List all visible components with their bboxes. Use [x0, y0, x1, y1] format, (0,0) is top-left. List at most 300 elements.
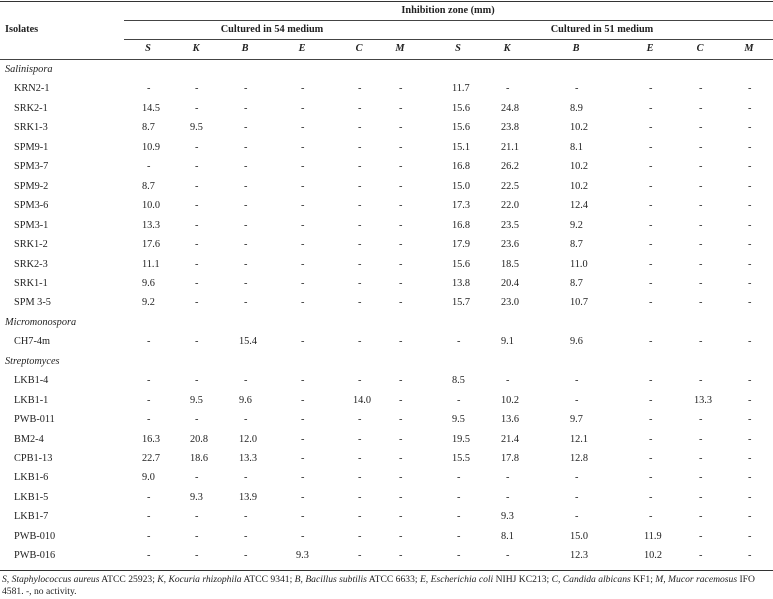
- isolate-name: SRK1-2: [14, 239, 48, 251]
- subheader-54-c: C: [355, 43, 363, 54]
- value-cell-51-e: -: [649, 414, 653, 426]
- value-cell-51-e: -: [649, 83, 653, 95]
- value-cell-51-c: -: [699, 141, 703, 153]
- value-cell-54-m: -: [399, 141, 403, 153]
- value-cell-54-b: -: [244, 83, 248, 95]
- value-cell-51-b: 9.6: [570, 336, 583, 348]
- value-cell-51-k: 22.0: [501, 200, 520, 212]
- value-cell-54-e: 9.3: [296, 550, 309, 562]
- value-cell-54-e: -: [301, 258, 305, 270]
- value-cell-54-c: -: [358, 414, 362, 426]
- value-cell-54-s: -: [147, 530, 151, 542]
- value-cell-54-b: -: [244, 180, 248, 192]
- value-cell-54-m: -: [399, 297, 403, 309]
- subheader-51-m: M: [744, 43, 754, 54]
- value-cell-54-b: -: [244, 258, 248, 270]
- value-cell-51-k: 8.1: [501, 530, 514, 542]
- isolate-name: PWB-011: [14, 414, 55, 426]
- value-cell-51-b: 9.2: [570, 219, 583, 231]
- value-cell-51-b: 15.0: [570, 530, 589, 542]
- value-cell-51-s: 8.5: [452, 375, 465, 387]
- value-cell-54-s: 10.9: [142, 141, 161, 153]
- value-cell-51-m: -: [748, 530, 752, 542]
- value-cell-54-m: -: [399, 239, 403, 251]
- value-cell-54-c: -: [358, 491, 362, 503]
- value-cell-54-e: -: [301, 239, 305, 251]
- value-cell-51-k: -: [506, 375, 510, 387]
- value-cell-51-c: -: [699, 122, 703, 134]
- value-cell-54-s: 9.6: [142, 277, 155, 289]
- value-cell-54-e: -: [301, 530, 305, 542]
- value-cell-54-k: -: [195, 336, 199, 348]
- value-cell-54-s: 13.3: [142, 219, 161, 231]
- value-cell-54-c: -: [358, 375, 362, 387]
- value-cell-54-e: -: [301, 161, 305, 173]
- isolate-name: SRK2-1: [14, 102, 48, 114]
- value-cell-51-c: -: [699, 433, 703, 445]
- medium-54-header: Cultured in 54 medium: [220, 24, 324, 35]
- subheader-51-k: K: [503, 43, 511, 54]
- top-rule: [0, 1, 773, 2]
- value-cell-51-e: -: [649, 336, 653, 348]
- value-cell-51-b: 8.9: [570, 102, 583, 114]
- value-cell-54-b: 12.0: [239, 433, 258, 445]
- value-cell-51-c: -: [699, 453, 703, 464]
- value-cell-54-k: -: [195, 161, 199, 173]
- value-cell-51-s: -: [457, 472, 461, 484]
- value-cell-54-b: -: [244, 239, 248, 251]
- value-cell-54-k: -: [195, 200, 199, 212]
- value-cell-51-k: 20.4: [501, 277, 520, 289]
- value-cell-51-m: -: [748, 219, 752, 231]
- isolate-name: PWB-016: [14, 550, 56, 562]
- value-cell-54-m: -: [399, 180, 403, 192]
- value-cell-51-s: 16.8: [452, 219, 471, 231]
- value-cell-54-m: -: [399, 375, 403, 387]
- value-cell-54-e: -: [301, 394, 305, 406]
- value-cell-54-c: -: [358, 122, 362, 134]
- value-cell-51-b: 11.0: [570, 258, 588, 270]
- isolate-name: LKB1-1: [14, 394, 49, 406]
- value-cell-51-c: -: [699, 297, 703, 309]
- value-cell-51-e: -: [649, 511, 653, 523]
- value-cell-51-e: -: [649, 394, 653, 406]
- value-cell-51-s: 17.3: [452, 200, 471, 212]
- header-rule-1: [124, 20, 773, 21]
- subheader-51-e: E: [646, 43, 654, 54]
- value-cell-54-e: -: [301, 336, 305, 348]
- value-cell-54-s: 9.0: [142, 472, 155, 484]
- isolate-name: SRK2-3: [14, 258, 48, 270]
- subheader-54-k: K: [192, 43, 200, 54]
- value-cell-51-e: 10.2: [644, 550, 663, 562]
- value-cell-51-k: 26.2: [501, 161, 520, 173]
- value-cell-51-m: -: [748, 375, 752, 387]
- isolate-name: SPM9-2: [14, 180, 49, 192]
- value-cell-51-e: -: [649, 277, 653, 289]
- value-cell-54-k: 9.5: [190, 394, 203, 406]
- value-cell-51-c: -: [699, 414, 703, 426]
- value-cell-51-s: 15.7: [452, 297, 471, 309]
- value-cell-51-e: -: [649, 375, 653, 387]
- value-cell-51-s: 15.6: [452, 258, 471, 270]
- value-cell-51-m: -: [748, 200, 752, 212]
- genus-label: Salinispora: [5, 64, 53, 75]
- value-cell-54-k: -: [195, 258, 199, 270]
- value-cell-54-e: -: [301, 453, 305, 464]
- value-cell-54-c: -: [358, 550, 362, 562]
- value-cell-54-b: 9.6: [239, 394, 252, 406]
- footnote-segment: E, Escherichia coli: [419, 574, 494, 585]
- isolate-name: LKB1-5: [14, 491, 49, 503]
- value-cell-51-k: -: [506, 491, 510, 503]
- value-cell-54-s: 17.6: [142, 239, 161, 251]
- value-cell-54-m: -: [399, 453, 403, 464]
- value-cell-54-b: -: [244, 141, 248, 153]
- value-cell-51-k: 23.8: [501, 122, 520, 134]
- value-cell-54-k: -: [195, 180, 199, 192]
- value-cell-54-k: -: [195, 219, 199, 231]
- subheader-54-e: E: [298, 43, 306, 54]
- value-cell-54-b: -: [244, 414, 248, 426]
- value-cell-54-b: -: [244, 122, 248, 134]
- value-cell-54-s: 8.7: [142, 180, 155, 192]
- value-cell-51-b: -: [575, 375, 579, 387]
- footnote-segment: IFO 4581. -, no activity.: [2, 574, 755, 597]
- value-cell-54-m: -: [399, 472, 403, 484]
- value-cell-51-k: 9.1: [501, 336, 514, 348]
- isolate-name: LKB1-4: [14, 375, 49, 387]
- value-cell-51-e: -: [649, 239, 653, 251]
- value-cell-51-e: -: [649, 200, 653, 212]
- value-cell-51-s: -: [457, 550, 461, 562]
- footnote-segment: B, Bacillus subtilis: [294, 574, 367, 585]
- value-cell-51-m: -: [748, 83, 752, 95]
- value-cell-51-e: -: [649, 258, 653, 270]
- value-cell-54-b: 13.3: [239, 453, 258, 464]
- value-cell-54-c: -: [358, 336, 362, 348]
- value-cell-51-m: -: [748, 453, 752, 464]
- value-cell-54-e: -: [301, 219, 305, 231]
- isolates-header: Isolates: [5, 24, 39, 35]
- value-cell-51-c: -: [699, 219, 703, 231]
- value-cell-51-b: 10.7: [570, 297, 589, 309]
- value-cell-51-e: -: [649, 433, 653, 445]
- value-cell-51-s: 15.0: [452, 180, 471, 192]
- value-cell-51-b: -: [575, 83, 579, 95]
- value-cell-51-c: -: [699, 180, 703, 192]
- value-cell-54-b: 15.4: [239, 336, 258, 348]
- value-cell-54-m: -: [399, 433, 403, 445]
- value-cell-54-e: -: [301, 200, 305, 212]
- value-cell-51-m: -: [748, 336, 752, 348]
- value-cell-54-b: -: [244, 375, 248, 387]
- value-cell-51-b: 8.7: [570, 277, 583, 289]
- value-cell-54-b: -: [244, 472, 248, 484]
- isolate-name: SRK1-3: [14, 122, 48, 134]
- value-cell-54-k: 9.5: [190, 122, 203, 134]
- value-cell-54-c: -: [358, 297, 362, 309]
- value-cell-51-c: -: [699, 550, 703, 562]
- value-cell-54-b: -: [244, 200, 248, 212]
- value-cell-54-b: -: [244, 297, 248, 309]
- value-cell-51-b: 12.4: [570, 200, 589, 212]
- value-cell-54-b: -: [244, 530, 248, 542]
- value-cell-54-k: -: [195, 375, 199, 387]
- value-cell-51-e: -: [649, 453, 653, 464]
- value-cell-54-m: -: [399, 83, 403, 95]
- value-cell-54-b: -: [244, 161, 248, 173]
- value-cell-54-k: -: [195, 83, 199, 95]
- value-cell-54-c: -: [358, 277, 362, 289]
- genus-label: Micromonospora: [5, 316, 77, 328]
- value-cell-54-e: -: [301, 277, 305, 289]
- value-cell-51-k: 9.3: [501, 511, 514, 523]
- value-cell-51-s: 15.5: [452, 453, 471, 464]
- value-cell-51-s: 17.9: [452, 239, 471, 251]
- value-cell-54-c: 14.0: [353, 394, 372, 406]
- value-cell-54-c: -: [358, 200, 362, 212]
- value-cell-54-s: 10.0: [142, 200, 161, 212]
- value-cell-54-c: -: [358, 219, 362, 231]
- value-cell-54-s: 14.5: [142, 102, 161, 114]
- value-cell-51-k: 10.2: [501, 394, 520, 406]
- value-cell-54-m: -: [399, 414, 403, 426]
- value-cell-54-c: -: [358, 83, 362, 95]
- value-cell-54-e: -: [301, 83, 305, 95]
- value-cell-51-b: -: [575, 511, 579, 523]
- value-cell-51-k: 22.5: [501, 180, 520, 192]
- value-cell-54-b: -: [244, 511, 248, 523]
- value-cell-51-e: -: [649, 472, 653, 484]
- value-cell-51-k: -: [506, 472, 510, 484]
- value-cell-51-b: -: [575, 394, 579, 406]
- value-cell-54-e: -: [301, 141, 305, 153]
- subheader-54-m: M: [395, 43, 405, 54]
- value-cell-51-b: 8.7: [570, 239, 583, 251]
- footnote-segment: K, Kocuria rhizophila: [157, 574, 242, 585]
- footnote-segment: ATCC 6633;: [366, 574, 420, 585]
- value-cell-51-b: -: [575, 491, 579, 503]
- value-cell-54-k: -: [195, 239, 199, 251]
- value-cell-54-k: -: [195, 277, 199, 289]
- value-cell-54-k: -: [195, 472, 199, 484]
- bottom-rule: [0, 570, 773, 571]
- value-cell-54-m: -: [399, 511, 403, 523]
- value-cell-51-m: -: [748, 297, 752, 309]
- value-cell-54-m: -: [399, 491, 403, 503]
- value-cell-51-s: -: [457, 336, 461, 348]
- value-cell-51-m: -: [748, 394, 752, 406]
- value-cell-54-b: -: [244, 102, 248, 114]
- value-cell-54-s: 9.2: [142, 297, 155, 309]
- isolate-name: SPM3-6: [14, 200, 49, 212]
- value-cell-51-k: 18.5: [501, 258, 520, 270]
- value-cell-54-k: 9.3: [190, 491, 203, 503]
- value-cell-54-k: 18.6: [190, 453, 209, 464]
- value-cell-54-k: -: [195, 414, 199, 426]
- value-cell-51-k: -: [506, 550, 510, 562]
- value-cell-54-s: 16.3: [142, 433, 161, 445]
- value-cell-51-s: 16.8: [452, 161, 471, 173]
- value-cell-51-k: 23.5: [501, 219, 520, 231]
- value-cell-54-e: -: [301, 375, 305, 387]
- inhibition-zone-header: Inhibition zone (mm): [401, 5, 495, 16]
- value-cell-51-k: -: [506, 83, 510, 95]
- value-cell-54-m: -: [399, 530, 403, 542]
- value-cell-51-c: -: [699, 200, 703, 212]
- value-cell-51-e: -: [649, 102, 653, 114]
- isolate-name: SPM3-1: [14, 219, 49, 231]
- value-cell-51-s: -: [457, 530, 461, 542]
- footnote-segment: NIHJ KC213;: [493, 574, 552, 585]
- value-cell-51-c: -: [699, 239, 703, 251]
- isolate-name: CH7-4m: [14, 336, 51, 348]
- value-cell-54-m: -: [399, 102, 403, 114]
- subheader-51-c: C: [696, 43, 704, 54]
- isolate-name: LKB1-6: [14, 472, 49, 484]
- isolate-name: LKB1-7: [14, 511, 49, 523]
- value-cell-51-b: -: [575, 472, 579, 484]
- value-cell-54-s: -: [147, 511, 151, 523]
- footnote-segment: KF1;: [630, 574, 656, 585]
- value-cell-54-s: -: [147, 550, 151, 562]
- value-cell-51-s: -: [457, 491, 461, 503]
- value-cell-51-c: -: [699, 472, 703, 484]
- value-cell-54-k: -: [195, 511, 199, 523]
- value-cell-51-m: -: [748, 239, 752, 251]
- value-cell-51-m: -: [748, 180, 752, 192]
- value-cell-51-m: -: [748, 433, 752, 445]
- subheader-51-s: S: [455, 43, 461, 54]
- value-cell-51-c: -: [699, 277, 703, 289]
- value-cell-54-k: 20.8: [190, 433, 209, 445]
- value-cell-54-m: -: [399, 122, 403, 134]
- value-cell-54-s: 22.7: [142, 453, 161, 464]
- value-cell-51-s: 19.5: [452, 433, 471, 445]
- value-cell-54-b: 13.9: [239, 491, 258, 503]
- value-cell-54-e: -: [301, 297, 305, 309]
- value-cell-54-s: -: [147, 83, 151, 95]
- value-cell-51-k: 13.6: [501, 414, 520, 426]
- value-cell-51-e: 11.9: [644, 530, 662, 542]
- value-cell-51-s: 15.1: [452, 141, 471, 153]
- value-cell-51-m: -: [748, 511, 752, 523]
- value-cell-54-e: -: [301, 102, 305, 114]
- isolate-name: CPB1-13: [14, 453, 53, 464]
- value-cell-54-m: -: [399, 200, 403, 212]
- value-cell-54-k: -: [195, 550, 199, 562]
- footnote-segment: S, Staphylococcus aureus: [2, 574, 100, 585]
- value-cell-54-s: -: [147, 414, 151, 426]
- subheader-54-s: S: [145, 43, 151, 54]
- value-cell-54-m: -: [399, 336, 403, 348]
- value-cell-51-k: 23.6: [501, 239, 520, 251]
- value-cell-54-e: -: [301, 414, 305, 426]
- value-cell-51-k: 23.0: [501, 297, 520, 309]
- isolate-name: SRK1-1: [14, 277, 48, 289]
- value-cell-51-c: -: [699, 336, 703, 348]
- genus-label: Streptomyces: [5, 355, 60, 367]
- value-cell-54-c: -: [358, 161, 362, 173]
- medium-51-header: Cultured in 51 medium: [550, 24, 654, 35]
- value-cell-54-c: -: [358, 472, 362, 484]
- value-cell-51-m: -: [748, 277, 752, 289]
- value-cell-54-m: -: [399, 394, 403, 406]
- value-cell-51-s: 11.7: [452, 83, 470, 95]
- value-cell-51-c: -: [699, 530, 703, 542]
- value-cell-54-e: -: [301, 511, 305, 523]
- value-cell-51-m: -: [748, 491, 752, 503]
- header-rule-2: [124, 39, 773, 40]
- value-cell-54-c: -: [358, 102, 362, 114]
- footnote-segment: M, Mucor racemosus: [655, 574, 738, 585]
- value-cell-51-c: -: [699, 102, 703, 114]
- isolate-name: SPM9-1: [14, 141, 49, 153]
- footnote-segment: ATCC 25923;: [99, 574, 158, 585]
- value-cell-51-m: -: [748, 141, 752, 153]
- value-cell-51-s: -: [457, 511, 461, 523]
- value-cell-54-e: -: [301, 472, 305, 484]
- value-cell-54-k: -: [195, 102, 199, 114]
- value-cell-54-s: 8.7: [142, 122, 155, 134]
- value-cell-51-c: 13.3: [694, 394, 713, 406]
- value-cell-51-c: -: [699, 491, 703, 503]
- value-cell-54-c: -: [358, 530, 362, 542]
- isolate-name: PWB-010: [14, 530, 56, 542]
- value-cell-54-m: -: [399, 219, 403, 231]
- value-cell-51-b: 9.7: [570, 414, 583, 426]
- value-cell-54-s: -: [147, 491, 151, 503]
- value-cell-51-c: -: [699, 511, 703, 523]
- value-cell-51-b: 12.8: [570, 453, 589, 464]
- value-cell-54-m: -: [399, 161, 403, 173]
- value-cell-54-s: 11.1: [142, 258, 160, 270]
- table-footnote: [2, 574, 772, 598]
- isolate-name: SPM 3-5: [14, 297, 51, 309]
- value-cell-51-b: 12.1: [570, 433, 589, 445]
- value-cell-54-c: -: [358, 511, 362, 523]
- value-cell-54-s: -: [147, 161, 151, 173]
- value-cell-54-e: -: [301, 491, 305, 503]
- value-cell-51-e: -: [649, 491, 653, 503]
- value-cell-54-s: -: [147, 336, 151, 348]
- value-cell-54-c: -: [358, 258, 362, 270]
- value-cell-51-c: -: [699, 83, 703, 95]
- value-cell-54-b: -: [244, 550, 248, 562]
- value-cell-54-m: -: [399, 550, 403, 562]
- value-cell-54-m: -: [399, 258, 403, 270]
- subheader-51-b: B: [572, 43, 580, 54]
- value-cell-51-b: 10.2: [570, 180, 589, 192]
- value-cell-51-e: -: [649, 141, 653, 153]
- value-cell-54-k: -: [195, 141, 199, 153]
- value-cell-51-s: -: [457, 394, 461, 406]
- value-cell-51-s: 9.5: [452, 414, 465, 426]
- subheader-54-b: B: [241, 43, 249, 54]
- header-rule-3: [0, 59, 773, 60]
- value-cell-54-e: -: [301, 433, 305, 445]
- value-cell-51-m: -: [748, 472, 752, 484]
- value-cell-54-k: -: [195, 530, 199, 542]
- value-cell-51-k: 21.4: [501, 433, 520, 445]
- isolate-name: SPM3-7: [14, 161, 49, 173]
- value-cell-54-e: -: [301, 122, 305, 134]
- value-cell-54-s: -: [147, 375, 151, 387]
- value-cell-51-k: 17.8: [501, 453, 520, 464]
- value-cell-51-m: -: [748, 102, 752, 114]
- value-cell-51-m: -: [748, 414, 752, 426]
